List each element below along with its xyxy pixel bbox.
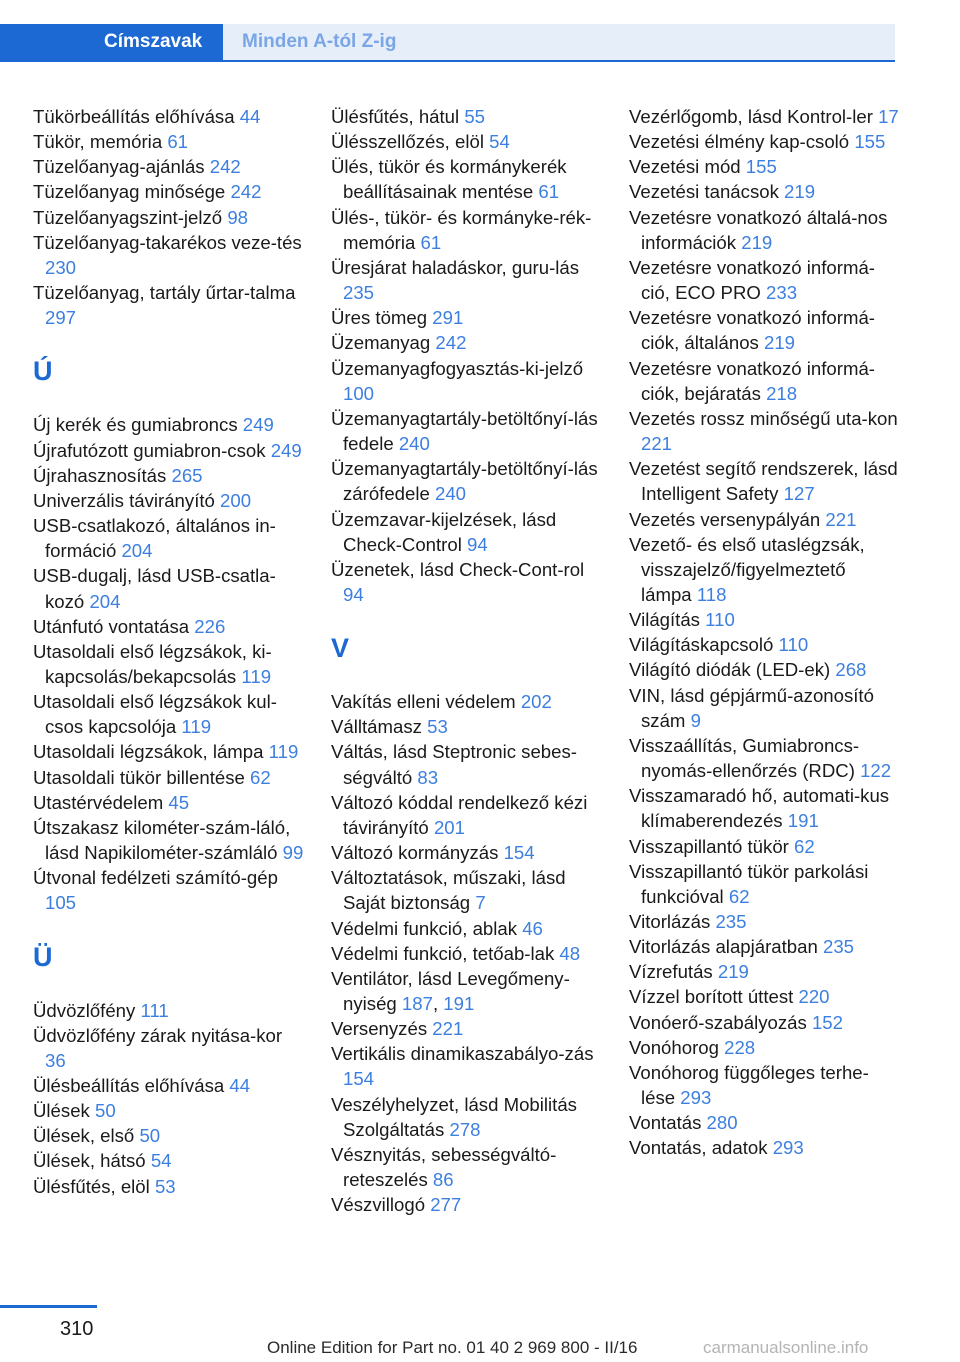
page-link[interactable]: 94: [343, 583, 364, 605]
page-link[interactable]: 235: [715, 911, 747, 932]
header-divider: [0, 60, 895, 62]
page-link[interactable]: 83: [417, 766, 439, 788]
index-entry: [331, 104, 603, 129]
page-link[interactable]: 86: [432, 1169, 454, 1191]
index-entry-text: Ülések: [33, 1100, 96, 1122]
page-link[interactable]: 152: [811, 1011, 843, 1033]
index-entry-text: Visszaállítás, Gumiabroncs-nyomás-ellenőrzés (RDC): [629, 734, 861, 782]
index-entry-text: Üresjárat haladáskor, guru-lás: [331, 256, 580, 278]
page-link[interactable]: 111: [140, 999, 169, 1021]
index-entry: [629, 1035, 901, 1060]
page-number: 310: [60, 1318, 94, 1340]
page-link[interactable]: 99: [282, 842, 304, 864]
index-entry: [331, 456, 603, 506]
page-link[interactable]: 110: [778, 634, 809, 656]
page-link[interactable]: 221: [432, 1018, 464, 1040]
page-link[interactable]: 219: [784, 181, 816, 203]
index-entry-text: Utasoldali első légzsákok, ki-kapcsolás/bekapcsolás: [33, 640, 272, 687]
index-entry: [33, 438, 305, 463]
index-entry-text: Vezető- és első utaslégzsák, visszajelző/figyelmeztető lámpa: [629, 533, 865, 605]
index-entry: [629, 657, 901, 682]
index-entry: [33, 1098, 305, 1123]
page-link[interactable]: 218: [766, 382, 798, 404]
page-number-rule: [0, 1305, 97, 1308]
index-entry: [629, 456, 901, 506]
index-entry: [331, 1092, 603, 1142]
index-entry: [331, 154, 603, 204]
index-entry-text: Visszapillantó tükör parkolási funkcióval: [629, 860, 869, 907]
index-entry-text: Útvonal fedélzeti számító-gép: [33, 867, 278, 889]
page-link[interactable]: 54: [150, 1150, 172, 1172]
index-entry: [33, 1023, 305, 1073]
tab-minden-a-tol-z-ig[interactable]: Minden A-tól Z-ig: [223, 24, 895, 60]
index-entry: [33, 790, 305, 815]
index-entry: [629, 129, 901, 154]
page-link[interactable]: 242: [435, 332, 467, 354]
index-entry-text: Üzenetek, lásd Check-Cont-rol: [331, 558, 585, 580]
index-entry: [629, 683, 901, 733]
page-link[interactable]: 291: [432, 307, 464, 329]
index-entry: [629, 305, 901, 355]
edition-footer: Online Edition for Part no. 01 40 2 969 800 - II/16: [267, 1338, 638, 1357]
index-entry: [33, 488, 305, 513]
index-entry-text: Védelmi funkció, tetőab-lak: [331, 942, 560, 964]
page-link[interactable]: 204: [89, 590, 121, 612]
index-entry-text: Utasoldali tükör billentése: [33, 766, 251, 788]
page-link[interactable]: 220: [798, 986, 830, 1008]
index-entry: [629, 607, 901, 632]
index-entry: [629, 154, 901, 179]
index-entry: [331, 1016, 603, 1041]
index-entry: [33, 765, 305, 790]
index-entry-text: Ülésfűtés, hátul: [331, 106, 465, 127]
page-link[interactable]: 154: [343, 1068, 375, 1090]
index-entry: [33, 513, 305, 563]
page-link[interactable]: 118: [696, 583, 727, 605]
index-entry: [331, 790, 603, 840]
page-link[interactable]: 46: [522, 917, 543, 939]
index-entry: [331, 916, 603, 941]
index-entry-text: Világító diódák (LED-ek): [629, 659, 836, 681]
index-entry-text: Újrahasznosítás: [33, 464, 172, 486]
index-entry: [331, 840, 603, 865]
index-entry-text: Világításkapcsoló: [629, 634, 779, 656]
index-entry: [331, 1041, 603, 1091]
index-entry-text: Tüzelőanyag minősége: [33, 181, 231, 203]
index-entry: [33, 412, 305, 437]
page-link[interactable]: 17: [878, 106, 899, 127]
index-entry: [33, 463, 305, 488]
index-entry-text: USB-dugalj, lásd USB-csatla-kozó: [33, 565, 276, 612]
index-entry: [629, 632, 901, 657]
index-entry: [331, 1192, 603, 1217]
index-entry-text: Vonóerő-szabályozás: [629, 1011, 812, 1033]
index-entry: [33, 230, 305, 280]
index-entry: [629, 934, 901, 959]
page-link[interactable]: 119: [241, 665, 272, 687]
index-entry-text: Vonóhorog függőleges terhe-lése: [629, 1061, 869, 1109]
page-link[interactable]: 127: [783, 483, 815, 505]
page-link[interactable]: 7: [475, 892, 486, 914]
page-link[interactable]: 54: [489, 131, 510, 153]
page-link[interactable]: 61: [420, 231, 442, 253]
page-link[interactable]: 204: [121, 540, 153, 562]
page-link[interactable]: 187: [401, 993, 433, 1014]
page-link[interactable]: 228: [724, 1036, 756, 1058]
index-entry: [33, 1174, 305, 1199]
page-link[interactable]: 221: [641, 433, 673, 455]
index-entry-separator: ,: [432, 993, 444, 1014]
index-entry-text: Üzemanyag: [331, 332, 436, 354]
index-entry-text: Üzemzavar-kijelzések, lásd Check-Control: [331, 508, 557, 555]
index-entry: [629, 1110, 901, 1135]
page-link[interactable]: 61: [167, 131, 189, 153]
index-entry-text: Vezérlőgomb, lásd Kontrol-ler: [629, 106, 879, 127]
index-entry: [33, 1073, 305, 1098]
index-entry-text: Tüzelőanyagszint-jelző: [33, 206, 228, 228]
index-entry: [331, 406, 603, 456]
index-entry-text: Ülés, tükör és kormánykerék beállításainak mentése: [331, 156, 567, 203]
index-entry-text: Üzemanyagtartály-betöltőnyí-lás fedele: [331, 407, 598, 455]
index-entry-text: Tüzelőanyag-takarékos veze-tés: [33, 231, 302, 253]
page-link[interactable]: 233: [766, 282, 798, 304]
page-link[interactable]: 219: [764, 332, 796, 354]
index-entry-text: Ülésbeállítás előhívása: [33, 1075, 230, 1096]
index-entry: [33, 179, 305, 204]
page-link[interactable]: 62: [728, 885, 750, 907]
index-entry-text: Versenyzés: [331, 1018, 433, 1040]
page-link[interactable]: 36: [45, 1049, 66, 1071]
page-link[interactable]: 62: [250, 766, 271, 788]
index-entry-text: Üres tömeg: [331, 307, 433, 329]
index-entry-text: Vízrefutás: [629, 961, 718, 983]
index-entry-text: Üzemanyagfogyasztás-ki-jelző: [331, 357, 584, 379]
index-entry: [331, 356, 603, 406]
page-link[interactable]: 110: [705, 609, 735, 631]
index-entry-text: Vésznyitás, sebességváltó-reteszelés: [331, 1143, 557, 1191]
index-entry-text: Utánfutó vontatása: [33, 615, 195, 637]
page-link[interactable]: 226: [194, 615, 226, 637]
index-entry: [33, 154, 305, 179]
page-link[interactable]: 119: [181, 716, 212, 738]
index-entry-text: Univerzális távirányító: [33, 489, 221, 511]
page-link[interactable]: 98: [227, 206, 248, 228]
index-entry: [331, 865, 603, 915]
index-entry: [331, 739, 603, 789]
index-entry-text: Vezetést segítő rendszerek, lásd Intelligent Safety: [629, 458, 898, 505]
index-entry: [33, 280, 305, 330]
page-link[interactable]: 221: [825, 508, 857, 530]
index-entry: [33, 104, 305, 129]
index-entry-text: Visszapillantó tükör: [629, 835, 795, 857]
page-link[interactable]: 155: [745, 156, 777, 178]
index-entry-text: Vezetésre vonatkozó informá-ciók, bejáratás: [629, 357, 875, 404]
index-entry-text: Védelmi funkció, ablak: [331, 917, 523, 939]
index-entry: [629, 733, 901, 783]
index-entry-text: Ülésfűtés, elöl: [33, 1175, 155, 1197]
page-link[interactable]: 293: [680, 1087, 712, 1109]
index-entry-text: Vezetési mód: [629, 156, 746, 178]
page-link[interactable]: 50: [139, 1125, 161, 1147]
page-link[interactable]: 53: [154, 1175, 176, 1197]
page-link[interactable]: 119: [268, 741, 299, 763]
index-entry: [629, 959, 901, 984]
index-entry-text: Új kerék és gumiabroncs: [33, 414, 243, 436]
index-entry: [629, 984, 901, 1009]
page-link[interactable]: 202: [520, 691, 552, 713]
page-link[interactable]: 62: [794, 835, 815, 857]
index-entry-text: Ülések, hátsó: [33, 1150, 151, 1172]
index-entry: [629, 179, 901, 204]
index-entry: [331, 966, 603, 1016]
page-link[interactable]: 94: [467, 533, 488, 555]
index-entry: [331, 255, 603, 305]
index-entry-text: Változó kóddal rendelkező kézi távirányító: [331, 791, 588, 838]
index-entry: [33, 129, 305, 154]
index-entry: [629, 1060, 901, 1110]
tab-cimszavak[interactable]: Címszavak: [0, 24, 223, 60]
index-entry-text: Vezetés rossz minőségű uta-kon: [629, 407, 898, 429]
index-entry: [331, 714, 603, 739]
index-entry: [629, 104, 901, 129]
index-entry-text: Vitorlázás alapjáratban: [629, 936, 823, 958]
index-entry: [331, 557, 603, 607]
index-entry-text: Útszakasz kilométer-szám-láló, lásd Napikilométer-számláló: [33, 816, 291, 864]
page-link[interactable]: 240: [435, 483, 467, 505]
index-entry-text: Vakítás elleni védelem: [331, 691, 521, 713]
index-entry-text: Üzemanyagtartály-betöltőnyí-lás zárófedele: [331, 458, 598, 505]
index-entry-text: Világítás: [629, 609, 706, 631]
index-entry-text: Visszamaradó hő, automati-kus klímaberendezés: [629, 785, 890, 832]
page-link[interactable]: 44: [239, 106, 261, 127]
page-link[interactable]: 44: [229, 1075, 251, 1096]
index-entry-text: Ülések, első: [33, 1125, 140, 1147]
index-entry: [629, 834, 901, 859]
page-link[interactable]: 249: [270, 439, 302, 461]
index-entry: [33, 563, 305, 613]
index-column-2: [331, 104, 603, 1217]
page-link[interactable]: 61: [538, 181, 560, 203]
index-entry: [629, 356, 901, 406]
index-entry-text: Vonóhorog: [629, 1036, 725, 1058]
index-entry-text: Utasoldali első légzsákok kul-csos kapcsolója: [33, 691, 277, 738]
index-entry: [629, 507, 901, 532]
page-link[interactable]: 201: [433, 816, 465, 838]
index-entry-text: USB-csatlakozó, általános in-formáció: [33, 515, 276, 562]
index-entry-text: Újrafutózott gumiabron-csok: [33, 439, 271, 461]
index-entry: [629, 205, 901, 255]
index-entry-text: Vitorlázás: [629, 911, 716, 932]
index-entry: [331, 205, 603, 255]
page-link[interactable]: 191: [787, 810, 819, 832]
page-link[interactable]: 155: [854, 131, 886, 153]
index-column-3: [629, 104, 901, 1161]
index-entry-text: Vízzel borított úttest: [629, 986, 799, 1008]
page-link[interactable]: 219: [717, 961, 749, 983]
page-link[interactable]: 105: [45, 892, 77, 914]
index-entry-text: Tüzelőanyag-ajánlás: [33, 156, 210, 178]
index-entry-text: Vezetési tanácsok: [629, 181, 785, 203]
index-entry-text: Vezetési élmény kap-csoló: [629, 131, 855, 153]
page-link[interactable]: 268: [835, 659, 867, 681]
page-link[interactable]: 154: [503, 842, 535, 864]
page-link[interactable]: 219: [741, 231, 773, 253]
index-entry-text: VIN, lásd gépjármű-azonosító szám: [629, 684, 874, 731]
index-entry-text: Vezetésre vonatkozó informá-ció, ECO PRO: [629, 256, 875, 304]
page-link[interactable]: 100: [343, 382, 375, 404]
index-entry: [331, 129, 603, 154]
page-link[interactable]: 242: [230, 181, 262, 203]
index-entry: [33, 689, 305, 739]
index-entry: [629, 406, 901, 456]
section-letter: Ú: [33, 356, 53, 387]
index-entry: [629, 532, 901, 607]
index-entry: [331, 330, 603, 355]
index-entry: [331, 305, 603, 330]
index-column-1: [33, 104, 305, 1199]
section-letter: Ü: [33, 941, 53, 972]
index-entry-text: Utastérvédelem: [33, 791, 169, 813]
section-letter: V: [331, 633, 350, 664]
page-link[interactable]: 277: [430, 1194, 462, 1216]
page-link[interactable]: 249: [242, 414, 274, 436]
index-entry-text: Vezetésre vonatkozó informá-ciók, általános: [629, 307, 875, 354]
page-link[interactable]: 50: [95, 1100, 116, 1122]
index-entry: [33, 815, 305, 865]
page-link[interactable]: 280: [706, 1112, 738, 1134]
index-entry-text: Vontatás, adatok: [629, 1137, 773, 1159]
index-entry: [629, 909, 901, 934]
page-link[interactable]: 191: [443, 993, 475, 1014]
index-entry-text: Vertikális dinamikaszabályo-zás: [331, 1043, 594, 1065]
watermark: carmanualsonline.info: [703, 1338, 869, 1357]
index-entry-text: Üdvözlőfény zárak nyitása-kor: [33, 1024, 283, 1046]
page-link[interactable]: 200: [220, 489, 252, 511]
index-entry-text: Üdvözlőfény: [33, 999, 141, 1021]
index-entry: [33, 1148, 305, 1173]
page-link[interactable]: 235: [343, 282, 375, 304]
page-link[interactable]: 265: [171, 464, 203, 486]
index-entry: [331, 507, 603, 557]
index-entry-text: Ventilátor, lásd Levegőmeny-nyiség: [331, 967, 570, 1014]
index-entry-text: Utasoldali légzsákok, lámpa: [33, 741, 269, 763]
index-entry: [331, 941, 603, 966]
index-entry: [629, 859, 901, 909]
index-entry: [33, 614, 305, 639]
index-entry-text: Vezetésre vonatkozó általá-nos információk: [629, 206, 888, 253]
index-entry: [331, 689, 603, 714]
page-link[interactable]: 230: [45, 256, 77, 278]
page-link[interactable]: 242: [209, 156, 241, 178]
index-entry: [33, 865, 305, 915]
index-entry-text: Változtatások, műszaki, lásd Saját biztonság: [331, 867, 566, 914]
page-link[interactable]: 297: [45, 307, 77, 329]
page-link[interactable]: 293: [772, 1137, 804, 1159]
index-entry: [629, 1010, 901, 1035]
header-tab-bar: [0, 24, 895, 60]
index-entry-text: Vészvillogó: [331, 1194, 431, 1216]
index-entry-text: Váltás, lásd Steptronic sebes-ségváltó: [331, 741, 577, 788]
index-entry: [629, 1135, 901, 1160]
index-entry: [629, 255, 901, 305]
index-entry-text: Veszélyhelyzet, lásd Mobilitás Szolgáltatás: [331, 1093, 577, 1140]
index-entry-text: Vontatás: [629, 1112, 707, 1134]
index-entry: [33, 1123, 305, 1148]
page-link[interactable]: 240: [398, 433, 430, 455]
page-link[interactable]: 53: [427, 716, 448, 738]
index-entry-text: Változó kormányzás: [331, 842, 504, 864]
index-entry-text: Tükör, memória: [33, 131, 168, 153]
index-entry: [331, 1142, 603, 1192]
index-entry-text: Tükörbeállítás előhívása: [33, 106, 240, 127]
index-entry: [33, 205, 305, 230]
index-entry-text: Válltámasz: [331, 716, 428, 738]
page-link[interactable]: 55: [464, 106, 486, 127]
index-entry: [33, 639, 305, 689]
index-entry: [33, 739, 305, 764]
index-entry-text: Tüzelőanyag, tartály űrtar-talma: [33, 282, 296, 304]
index-entry-text: Ülésszellőzés, elöl: [331, 131, 490, 153]
page-link[interactable]: 45: [168, 791, 190, 813]
page-link[interactable]: 122: [860, 760, 892, 782]
page-link[interactable]: 278: [449, 1118, 481, 1140]
page-link[interactable]: 235: [822, 936, 855, 958]
index-entry: [33, 998, 305, 1023]
page-link[interactable]: 9: [690, 709, 701, 731]
page-link[interactable]: 48: [559, 942, 581, 964]
index-entry-text: Vezetés versenypályán: [629, 508, 826, 530]
index-entry: [629, 783, 901, 833]
index-entry-text: Ülés-, tükör- és kormányke-rék-memória: [331, 206, 592, 253]
